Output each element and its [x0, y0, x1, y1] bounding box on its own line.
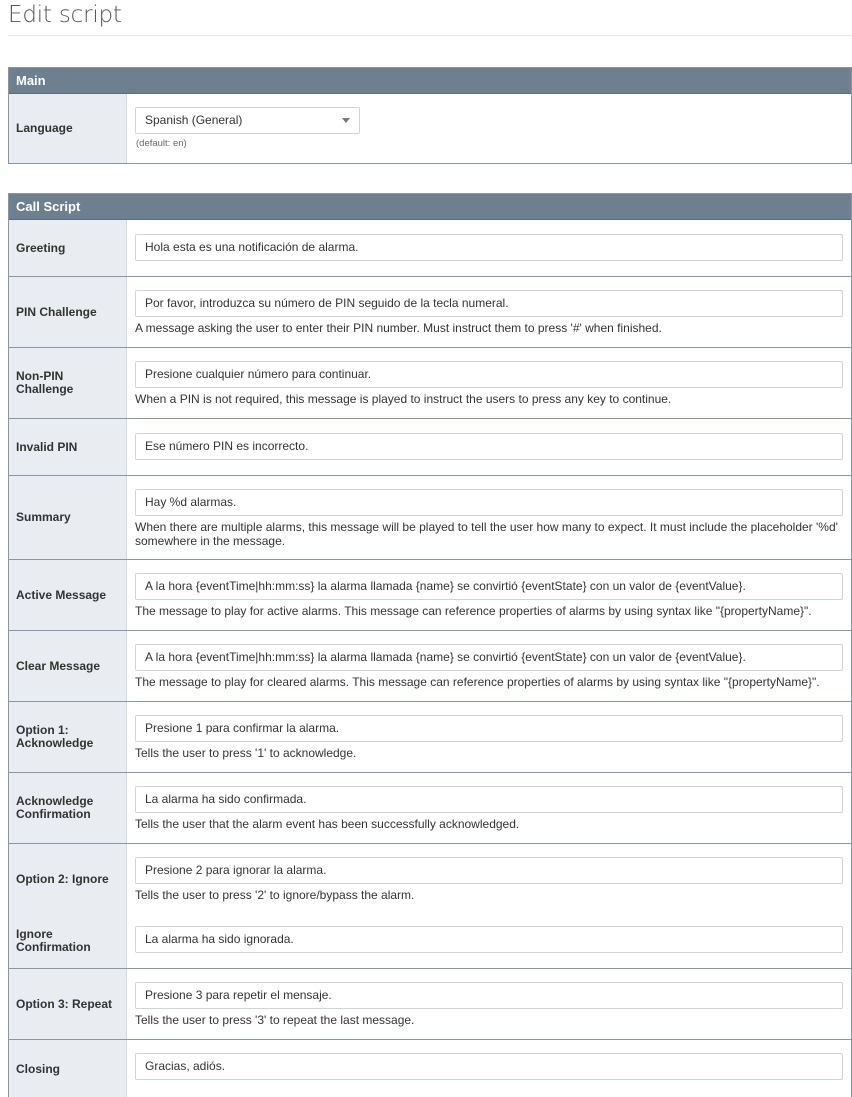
page-title: Edit script — [8, 2, 122, 28]
option-3-repeat-label: Option 3: Repeat — [9, 969, 127, 1039]
call-script-panel-header: Call Script — [9, 194, 851, 220]
caret-down-icon — [342, 118, 350, 123]
summary-help: When there are multiple alarms, this message will be played to tell the user how many to expect. It must include the placeholder '%d' somewhere in the message. — [135, 520, 838, 548]
script-row-acknowledge-confirmation — [9, 773, 851, 844]
option-3-repeat-input[interactable]: Presione 3 para repetir el mensaje. — [135, 982, 843, 1009]
active-message-help: The message to play for active alarms. This message can reference properties of alarms by using syntax like "{propertyName}". — [135, 604, 812, 618]
greeting-input[interactable]: Hola esta es una notificación de alarma. — [135, 234, 843, 261]
script-row-invalid-pin — [9, 419, 851, 476]
invalid-pin-label: Invalid PIN — [9, 419, 127, 475]
script-row-option-3-repeat — [9, 969, 851, 1040]
language-default-hint: (default: en) — [136, 138, 187, 149]
script-row-closing — [9, 1040, 851, 1097]
language-select[interactable] — [135, 107, 360, 134]
script-row-option-2-ignore — [9, 844, 851, 914]
summary-label: Summary — [9, 476, 127, 559]
non-pin-challenge-help: When a PIN is not required, this message is played to instruct the users to press any key to continue. — [135, 392, 672, 406]
language-label: Language — [9, 94, 127, 163]
summary-input[interactable]: Hay %d alarmas. — [135, 489, 843, 516]
option-1-acknowledge-input[interactable]: Presione 1 para confirmar la alarma. — [135, 715, 843, 742]
script-row-active-message — [9, 560, 851, 631]
clear-message-label: Clear Message — [9, 631, 127, 701]
language-row — [9, 94, 851, 163]
script-row-option-1-acknowledge — [9, 702, 851, 773]
acknowledge-confirmation-label: Acknowledge Confirmation — [9, 773, 127, 843]
script-row-greeting — [9, 220, 851, 277]
pin-challenge-help: A message asking the user to enter their PIN number. Must instruct them to press '#' when finished. — [135, 321, 662, 335]
script-row-clear-message — [9, 631, 851, 702]
ignore-confirmation-input[interactable]: La alarma ha sido ignorada. — [135, 926, 843, 953]
option-2-ignore-help: Tells the user to press '2' to ignore/bypass the alarm. — [135, 888, 415, 902]
acknowledge-confirmation-input[interactable]: La alarma ha sido confirmada. — [135, 786, 843, 813]
ignore-confirmation-label: Ignore Confirmation — [9, 914, 127, 968]
script-row-pin-challenge — [9, 277, 851, 348]
script-row-ignore-confirmation — [9, 914, 851, 969]
closing-label: Closing — [9, 1040, 127, 1097]
option-2-ignore-label: Option 2: Ignore — [9, 844, 127, 914]
call-script-panel — [8, 193, 852, 1097]
non-pin-challenge-label: Non-PIN Challenge — [9, 348, 127, 418]
script-row-non-pin-challenge — [9, 348, 851, 419]
language-selected-value: Spanish (General) — [145, 113, 243, 127]
option-1-acknowledge-help: Tells the user to press '1' to acknowledge. — [135, 746, 357, 760]
clear-message-help: The message to play for cleared alarms. This message can reference properties of alarms by using syntax like "{propertyName}". — [135, 675, 820, 689]
main-panel-header: Main — [9, 68, 851, 94]
clear-message-input[interactable]: A la hora {eventTime|hh:mm:ss} la alarma llamada {name} se convirtió {eventState} con un valor de {eventValue}. — [135, 644, 843, 671]
option-2-ignore-input[interactable]: Presione 2 para ignorar la alarma. — [135, 857, 843, 884]
script-row-summary — [9, 476, 851, 560]
main-panel — [8, 67, 852, 164]
language-field-cell — [127, 94, 851, 163]
acknowledge-confirmation-help: Tells the user that the alarm event has been successfully acknowledged. — [135, 817, 520, 831]
option-3-repeat-help: Tells the user to press '3' to repeat the last message. — [135, 1013, 415, 1027]
title-divider — [8, 35, 852, 36]
active-message-input[interactable]: A la hora {eventTime|hh:mm:ss} la alarma llamada {name} se convirtió {eventState} con un valor de {eventValue}. — [135, 573, 843, 600]
active-message-label: Active Message — [9, 560, 127, 630]
greeting-label: Greeting — [9, 220, 127, 276]
non-pin-challenge-input[interactable]: Presione cualquier número para continuar. — [135, 361, 843, 388]
option-1-acknowledge-label: Option 1: Acknowledge — [9, 702, 127, 772]
invalid-pin-input[interactable]: Ese número PIN es incorrecto. — [135, 433, 843, 460]
closing-input[interactable]: Gracias, adiós. — [135, 1053, 843, 1080]
pin-challenge-input[interactable]: Por favor, introduzca su número de PIN seguido de la tecla numeral. — [135, 290, 843, 317]
pin-challenge-label: PIN Challenge — [9, 277, 127, 347]
